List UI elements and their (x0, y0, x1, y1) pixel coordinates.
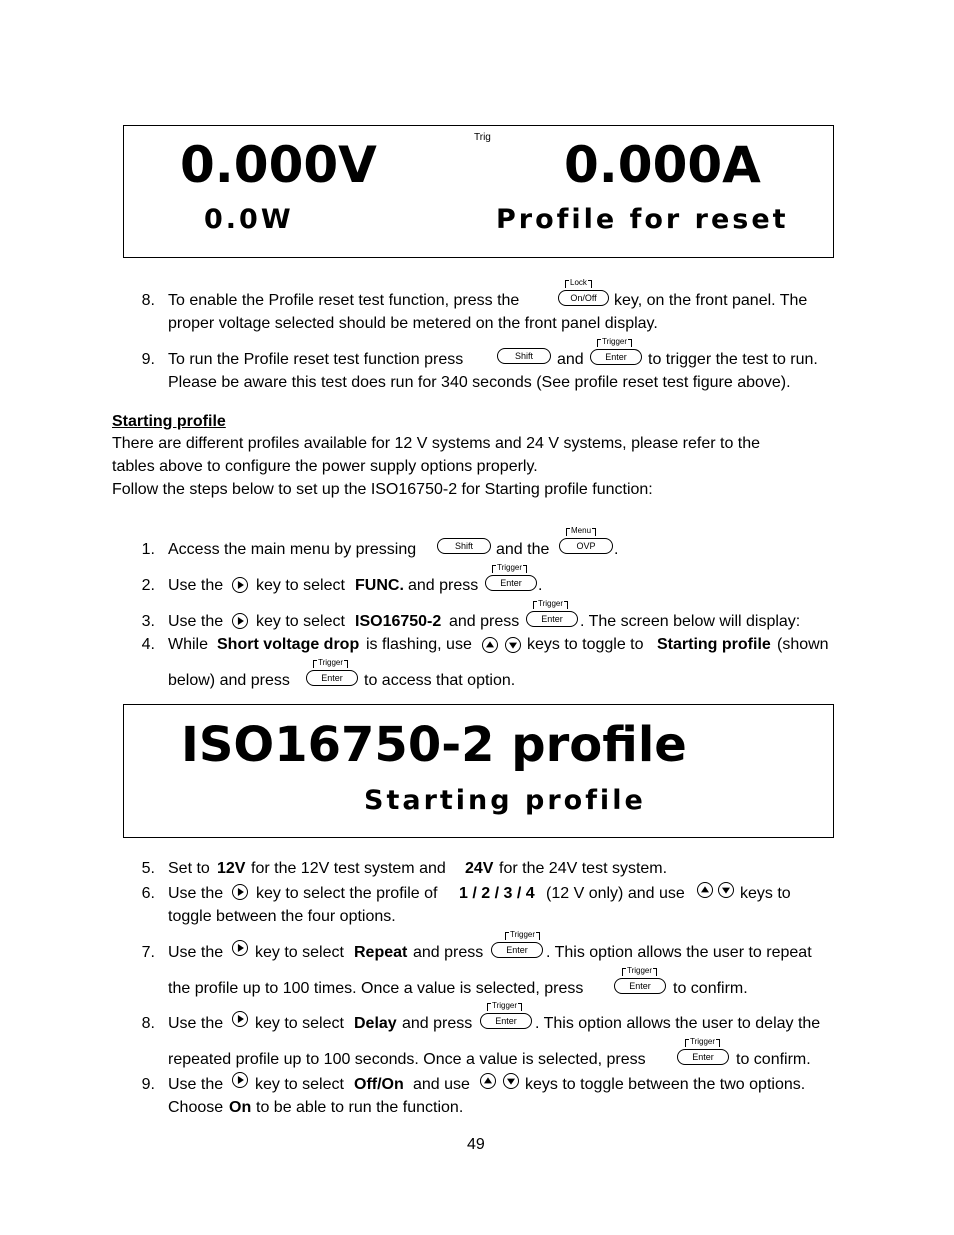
step-bold: 12V (217, 860, 246, 877)
step-text: keys to toggle to (527, 636, 644, 653)
trigger-label: Trigger (492, 563, 522, 572)
step-text: to confirm. (736, 1051, 811, 1068)
step-text: Use the (168, 885, 224, 902)
step-bold: 1 / 2 / 3 / 4 (459, 885, 535, 902)
enter-key: Enter (491, 942, 543, 958)
display-panel-reset (123, 125, 834, 258)
step-bold: 24V (465, 860, 494, 877)
step-number: 5. (141, 860, 155, 877)
right-arrow-icon (232, 577, 248, 593)
down-arrow-icon (718, 882, 734, 898)
step-bold: Repeat (354, 944, 408, 961)
step-text: key to select (255, 1015, 344, 1032)
step-text: . This option allows the user to repeat (546, 944, 812, 961)
step-number: 4. (141, 636, 155, 653)
step-text: key, on the front panel. The (614, 292, 808, 309)
step-text: Please be aware this test does run for 340 seconds (See profile reset test figure above). (168, 374, 791, 391)
display-title: ISO16750-2 profile (181, 717, 687, 773)
step-text: for the 12V test system and (251, 860, 446, 877)
step-text: and press (402, 1015, 473, 1032)
step-text: Use the (168, 1076, 224, 1093)
step-text: and press (408, 577, 479, 594)
step-text: . (614, 541, 619, 558)
step-text: Use the (168, 613, 224, 630)
trig-indicator: Trig (474, 132, 491, 143)
step-text: Use the (168, 944, 224, 961)
step-text: toggle between the four options. (168, 908, 396, 925)
step-text: proper voltage selected should be metered on the front panel display. (168, 315, 658, 332)
enter-key: Enter (485, 575, 537, 591)
step-text: and press (449, 613, 520, 630)
right-arrow-icon (232, 1011, 248, 1027)
step-text: . This option allows the user to delay the (535, 1015, 821, 1032)
step-bold: FUNC. (355, 577, 404, 594)
up-arrow-icon (482, 637, 498, 653)
step-number: 1. (141, 541, 155, 558)
step-text: Access the main menu by pressing (168, 541, 417, 558)
up-arrow-icon (480, 1073, 496, 1089)
step-text: Use the (168, 577, 224, 594)
step-bold: On (229, 1099, 252, 1116)
trigger-label: Trigger (685, 1037, 715, 1046)
enter-key: Enter (590, 349, 642, 365)
step-text: Choose (168, 1099, 224, 1116)
section-heading: Starting profile (112, 413, 226, 430)
voltage-readout: 0.000V (180, 136, 377, 194)
step-number: 3. (141, 613, 155, 630)
step-text: and (557, 351, 584, 368)
step-text: is flashing, use (366, 636, 472, 653)
step-text: keys to toggle between the two options. (525, 1076, 806, 1093)
step-bold: Short voltage drop (217, 636, 360, 653)
section-paragraph: There are different profiles available for 12 V systems and 24 V systems, please refer to the (112, 435, 761, 452)
page-number: 49 (467, 1136, 485, 1153)
step-bold: Starting profile (657, 636, 771, 653)
step-text: to be able to run the function. (256, 1099, 464, 1116)
right-arrow-icon (232, 1072, 248, 1088)
step-text: and press (413, 944, 484, 961)
step-text: and the (496, 541, 550, 558)
enter-key: Enter (480, 1013, 532, 1029)
step-text: repeated profile up to 100 seconds. Once a value is selected, press (168, 1051, 646, 1068)
step-number: 2. (141, 577, 155, 594)
enter-key: Enter (614, 978, 666, 994)
enter-key: Enter (306, 670, 358, 686)
step-number: 9. (141, 351, 155, 368)
right-arrow-icon (232, 884, 248, 900)
step-text: to access that option. (364, 672, 516, 689)
step-bold: ISO16750-2 (355, 613, 442, 630)
step-number: 7. (141, 944, 155, 961)
shift-key: Shift (497, 348, 551, 364)
trigger-label: Trigger (533, 599, 563, 608)
menu-label: Menu (566, 526, 591, 535)
step-text: and use (413, 1076, 470, 1093)
step-bold: Delay (354, 1015, 397, 1032)
up-arrow-icon (697, 882, 713, 898)
step-text: Use the (168, 1015, 224, 1032)
step-text: (12 V only) and use (546, 885, 685, 902)
power-readout: 0.0W (204, 204, 294, 235)
display-panel-iso (123, 704, 834, 838)
right-arrow-icon (232, 940, 248, 956)
step-text: to trigger the test to run. (648, 351, 818, 368)
right-arrow-icon (232, 613, 248, 629)
trigger-label: Trigger (597, 337, 627, 346)
enter-key: Enter (677, 1049, 729, 1065)
step-text: (shown (777, 636, 829, 653)
trigger-label: Trigger (622, 966, 652, 975)
shift-key: Shift (437, 538, 491, 554)
down-arrow-icon (505, 637, 521, 653)
step-text: key to select the profile of (256, 885, 438, 902)
section-paragraph: Follow the steps below to set up the ISO16750-2 for Starting profile function: (112, 481, 653, 498)
step-text: To run the Profile reset test function press (168, 351, 464, 368)
on-off-key: On/Off (558, 290, 609, 306)
step-text: . (538, 577, 543, 594)
lock-label: Lock (565, 278, 587, 287)
step-text: to confirm. (673, 980, 748, 997)
trigger-label: Trigger (313, 658, 343, 667)
step-number: 8. (141, 292, 155, 309)
section-paragraph: tables above to configure the power supply options properly. (112, 458, 538, 475)
step-text: To enable the Profile reset test function, press the (168, 292, 520, 309)
step-number: 8. (141, 1015, 155, 1032)
current-readout: 0.000A (564, 136, 761, 194)
step-number: 9. (141, 1076, 155, 1093)
ovp-key: OVP (559, 538, 613, 554)
status-readout: Profile for reset (496, 204, 789, 235)
enter-key: Enter (526, 611, 578, 627)
step-text: key to select (256, 613, 345, 630)
trigger-label: Trigger (505, 930, 535, 939)
step-text: keys to (740, 885, 791, 902)
step-text: . The screen below will display: (580, 613, 801, 630)
trigger-label: Trigger (487, 1001, 517, 1010)
step-text: key to select (256, 577, 345, 594)
display-subtitle: Starting profile (364, 785, 646, 816)
step-text: the profile up to 100 times. Once a value is selected, press (168, 980, 584, 997)
step-text: below) and press (168, 672, 290, 689)
step-number: 6. (141, 885, 155, 902)
step-text: for the 24V test system. (499, 860, 668, 877)
step-text: Set to (168, 860, 210, 877)
step-text: While (168, 636, 209, 653)
step-text: key to select (255, 1076, 344, 1093)
step-bold: Off/On (354, 1076, 404, 1093)
down-arrow-icon (503, 1073, 519, 1089)
step-text: key to select (255, 944, 344, 961)
